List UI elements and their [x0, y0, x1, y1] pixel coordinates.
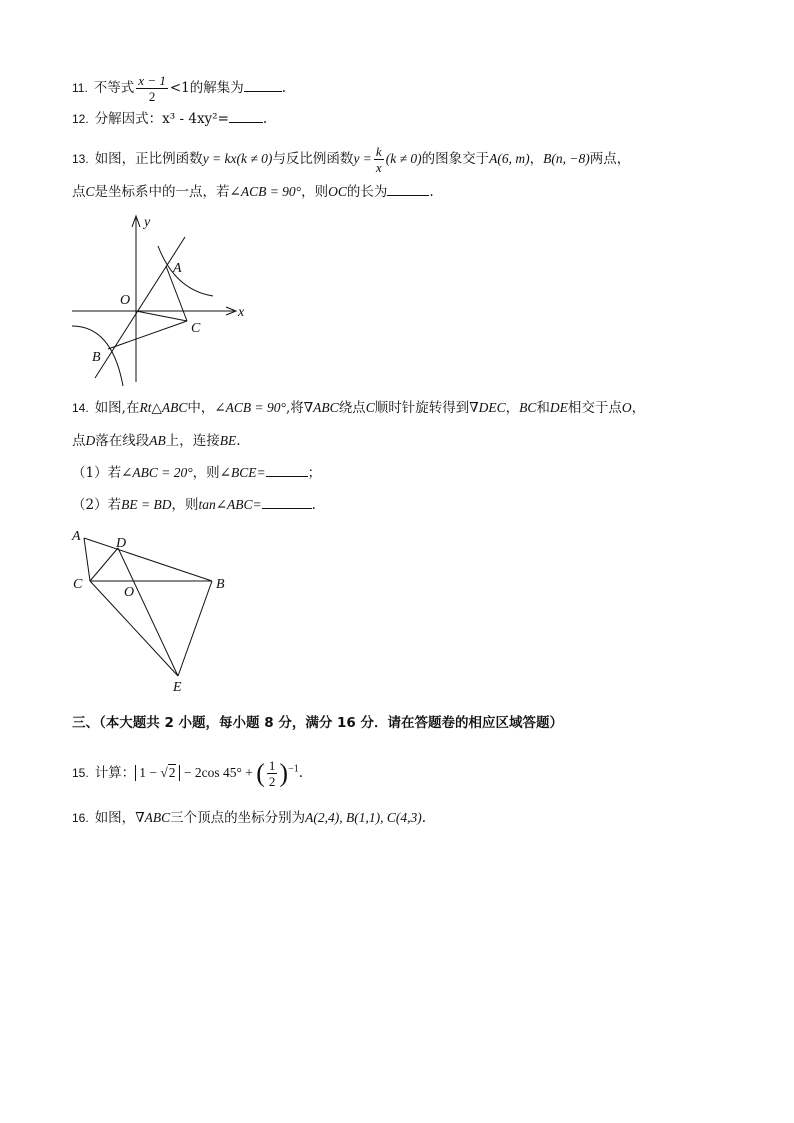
- question-14-part-1: （1）若∠ABC = 20°，则∠BCE= ；: [72, 462, 321, 483]
- label-B: B: [216, 577, 225, 592]
- fraction: $\frac{k}{x}$: [375, 144, 382, 175]
- figure-14: [84, 538, 212, 676]
- label-y: y: [144, 215, 151, 230]
- label-E: E: [173, 680, 182, 695]
- section-3-heading: 三、（本大题共 2 小题，每小题 8 分，满分 16 分．请在答题卷的相应区域答题）: [72, 715, 564, 731]
- answer-blank: [262, 494, 312, 509]
- question-11: 11. 不等式 $\frac{x - 1}{2}$ <1的解集为 .: [72, 73, 287, 104]
- label-x: x: [238, 305, 245, 320]
- question-13-line-2: 点C是坐标系中的一点，若∠ACB = 90°，则OC的长为 .: [72, 181, 434, 202]
- fraction: $\frac{x - 1}{2}$: [138, 73, 166, 104]
- absolute-value: 1 − √2: [135, 765, 180, 781]
- fraction: $\frac{1}{2}$: [268, 758, 276, 789]
- label-A: A: [173, 261, 182, 276]
- question-14: 14. 如图,在Rt△ABC中，∠ACB = 90°,将∇ABC绕点C顺时针旋转得到∇DEC，BC和DE相交于点O，: [72, 400, 646, 416]
- hyperbola-branch-1: [158, 246, 213, 296]
- segment-OC: [136, 311, 187, 321]
- segment-BE: [178, 581, 212, 676]
- segment-CD: [90, 548, 118, 581]
- segment-BC: [108, 321, 187, 349]
- label-C: C: [191, 321, 201, 336]
- label-O: O: [124, 585, 135, 600]
- line-y-kx: [95, 237, 185, 378]
- question-12: 12. 分解因式：x³ - 4xy²= .: [72, 108, 267, 129]
- question-14-line-2: 点D落在线段AB上，连接BE.: [72, 433, 241, 449]
- label-A: A: [72, 529, 81, 544]
- label-B: B: [92, 350, 101, 365]
- question-13: 13. 如图，正比例函数y = kx(k ≠ 0)与反比例函数y = $\frac{k}{x}$ (k ≠ 0)的图象交于A(6, m)，B(n, −8)两点，: [72, 144, 631, 175]
- label-O: O: [120, 293, 131, 308]
- label-C: C: [73, 577, 83, 592]
- question-14-part-2: （2）若BE = BD，则tan∠ABC= .: [72, 494, 316, 515]
- answer-blank: [266, 462, 308, 477]
- question-16: 16. 如图，∇ABC三个顶点的坐标分别为A(2,4), B(1,1), C(4,3).: [72, 810, 427, 826]
- segment-AC: [84, 538, 90, 581]
- label-D: D: [116, 536, 127, 551]
- segment-AB: [84, 538, 212, 581]
- segment-DE: [118, 548, 178, 676]
- question-15: 15. 计算： 1 − √2 − 2cos 45° + ( $\frac{1}{2}$ )$^{-1}$.: [72, 758, 304, 789]
